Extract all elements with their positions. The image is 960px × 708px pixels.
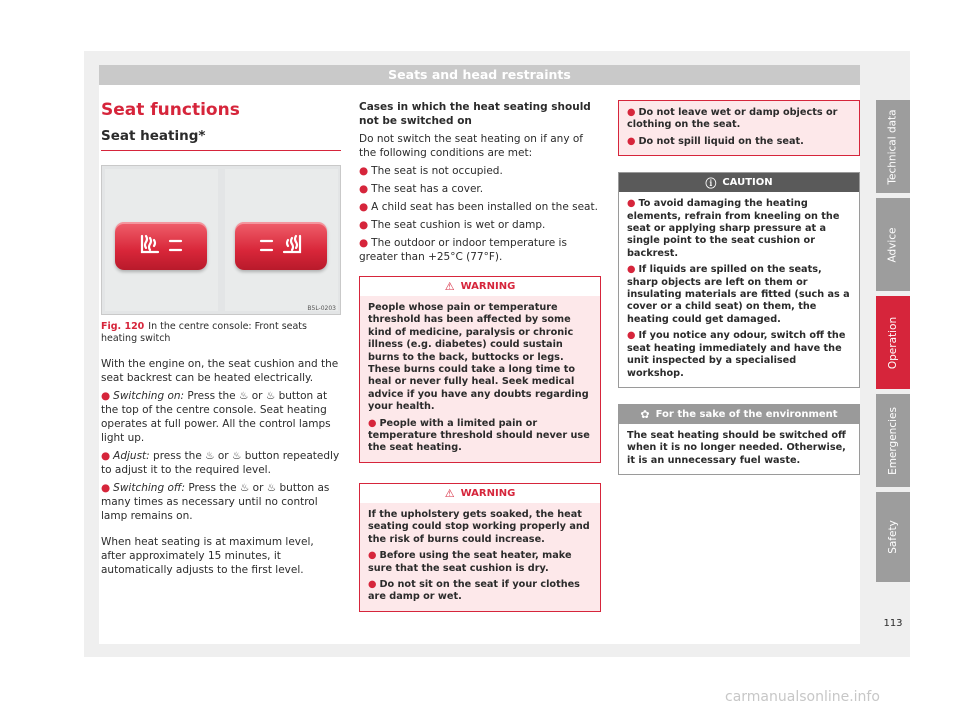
figure-seat-heating-switch [101,165,341,315]
column-right [618,100,860,475]
seat-heating-left-icon: ♨ [205,450,215,462]
environment-header: ✿ For the sake of the environment [619,405,859,424]
condition-item: ● A child seat has been installed on the seat. [359,201,598,213]
condition-item: ● The seat has a cover. [359,183,484,195]
warning-box-health [359,276,601,463]
tab-operation[interactable]: Operation [876,296,910,389]
caution-header: ⓘ CAUTION [619,173,859,192]
seat-heating-left-icon [115,222,207,270]
warning-body: ● Do not leave wet or damp objects or clothing on the seat. ● Do not spill liquid on the seat. [619,101,859,155]
section-title: Seat functions [101,100,240,120]
warning-body: If the upholstery gets soaked, the heat seating could stop working properly and the risk of burns could increase. ● Before using the seat heater, make sure that the seat cushion is dry. ● Do not sit on the seat if your clothes are damp or wet. [360,503,600,611]
condition-item: ● The seat cushion is wet or damp. [359,219,546,231]
seat-heating-left-icon: ♨ [238,390,249,402]
condition-item: ● The seat is not occupied. [359,165,503,177]
tab-emergencies[interactable]: Emergencies [876,394,910,487]
tab-advice[interactable]: Advice [876,198,910,291]
warning-box-upholstery [359,483,601,612]
flower-icon: ✿ [640,407,650,421]
instruction-switch-off: ● Switching off: Press the ♨ or ♨ button as many times as necessary until no control lamp remains on. [101,482,330,522]
conditions-heading: Cases in which the heat seating should not be switched on [359,101,591,127]
chapter-header: Seats and head restraints [99,65,860,85]
seat-heating-right-icon: ♨ [266,482,277,494]
left-seat-heating-button [115,222,207,270]
column-left [101,100,341,577]
figure-panel-left [105,169,218,311]
exclamation-circle-icon: ⓘ [705,176,717,190]
warning-header: ⚠ WARNING [360,484,600,503]
seat-heating-left-icon: ♨ [239,482,250,494]
warning-triangle-icon: ⚠ [444,486,455,500]
tab-safety[interactable]: Safety [876,492,910,582]
warning-body: People whose pain or temperature threshold has been affected by some kind of medicine, paralysis or chronic illness (e.g. diabetes) could sustain burns to the back, buttocks or legs. These burns could take a long time to heal or never fully heal. Seek medical advice if you have any doubts regarding your health. ● People with a limited pain or temperature threshold should never use the seat heating. [360,296,600,462]
environment-box [618,404,860,475]
seat-heating-right-icon: ♨ [231,450,242,462]
page-number: 113 [883,618,903,629]
warning-triangle-icon: ⚠ [444,280,455,293]
outro-paragraph: When heat seating is at maximum level, after approximately 15 minutes, it automatically adjusts to the first level. [101,536,314,576]
conditions-intro: Do not switch the seat heating on if any of the following conditions are met: [359,133,583,159]
figure-code: B5L-0203 [307,305,336,312]
warning-header: ⚠ WARNING [360,277,600,296]
caution-box [618,172,860,388]
caution-body: ● To avoid damaging the heating elements, refrain from kneeling on the seat or applying sharp pressure at a single point to the seat cushion or backrest. ● If liquids are spilled on the seats, sharp objects are left on them or insulating materials are fitted (such as a cover or a child seat) on them, the heating could get damaged. ● If you notice any odour, switch off the seat heating immediately and have the unit inspected by a specialised workshop. [619,192,859,387]
instruction-switch-on: ● Switching on: Press the ♨ or ♨ button at the top of the centre console. Seat heating operates at full power. All the control lamps light up. [101,390,331,444]
instruction-adjust: ● Adjust: press the ♨ or ♨ button repeatedly to adjust it to the required level. [101,450,340,476]
section-subtitle: Seat heating* [101,128,341,151]
tab-technical-data[interactable]: Technical data [876,100,910,193]
condition-item: ● The outdoor or indoor temperature is greater than +25°C (77°F). [359,237,567,263]
column-middle [359,100,601,612]
figure-number: Fig. 120 [101,321,145,332]
watermark: carmanualsonline.info [725,689,880,705]
intro-paragraph: With the engine on, the seat cushion and the seat backrest can be heated electrically. [101,358,339,384]
environment-body: The seat heating should be switched off when it is no longer needed. Otherwise, it is an unnecessary fuel waste. [619,424,859,474]
figure-caption-text: In the centre console: Front seats heating switch [101,321,307,344]
right-seat-heating-button [235,222,327,270]
figure-caption [101,321,341,345]
seat-heating-right-icon: ♨ [265,390,276,402]
figure-panel-right [225,169,338,311]
warning-box-continued [618,100,860,156]
seat-heating-right-icon [235,222,327,270]
